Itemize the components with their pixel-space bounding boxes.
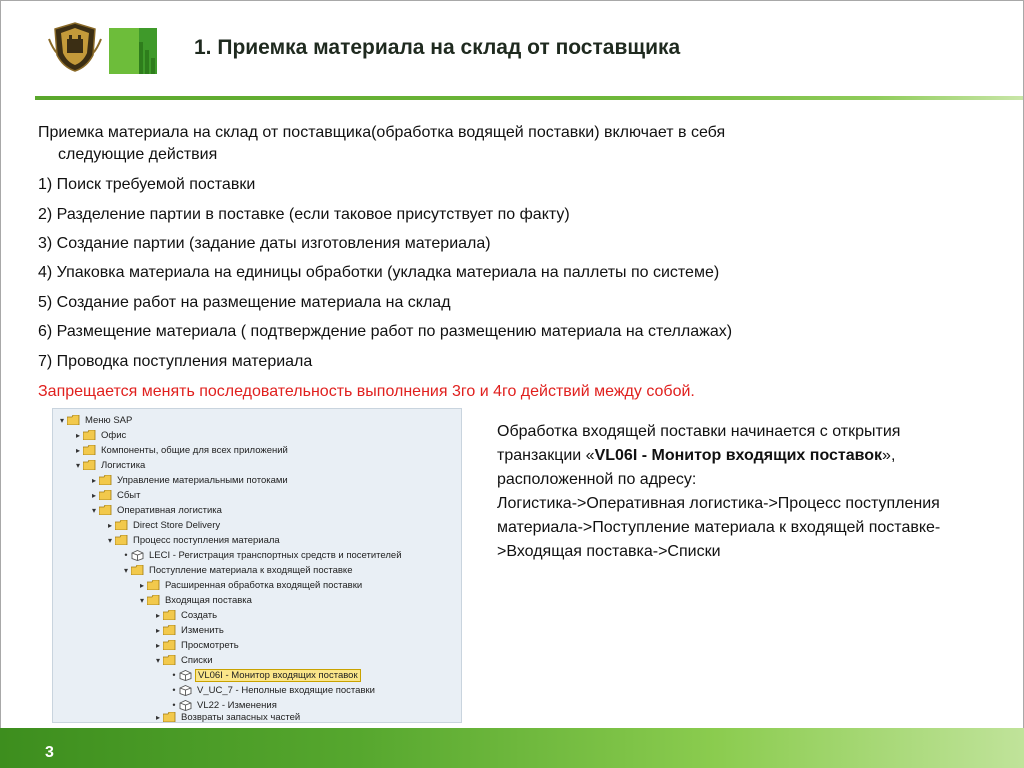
tree-node-label: Управление материальными потоками bbox=[117, 474, 288, 486]
tree-node[interactable] bbox=[105, 518, 222, 532]
transaction-description bbox=[497, 420, 967, 564]
tree-node[interactable] bbox=[153, 653, 215, 667]
warning-text: Запрещается менять последовательность выполнения 3го и 4го действий между собой. bbox=[38, 383, 695, 400]
transaction-icon bbox=[131, 550, 144, 561]
company-logo bbox=[109, 28, 157, 74]
tree-node[interactable] bbox=[121, 548, 404, 562]
tree-node-label: Офис bbox=[101, 429, 127, 441]
slide-title: 1. Приемка материала на склад от поставщика bbox=[194, 36, 681, 59]
tree-node-label: LECI - Регистрация транспортных средств и посетителей bbox=[149, 549, 402, 561]
expand-triangle-icon[interactable]: ▾ bbox=[139, 595, 144, 605]
tree-node-label: Логистика bbox=[101, 459, 146, 471]
folder-open-icon bbox=[131, 565, 144, 575]
page-number: 3 bbox=[45, 744, 54, 761]
tree-node-label: Входящая поставка bbox=[165, 594, 252, 606]
tree-node[interactable] bbox=[153, 608, 219, 622]
folder-open-icon bbox=[99, 505, 112, 515]
tree-node-selected[interactable] bbox=[169, 668, 361, 682]
tree-node[interactable] bbox=[73, 428, 128, 442]
transaction-name: VL06I - Монитор входящих поставок bbox=[594, 447, 883, 464]
step-5: 5) Создание работ на размещение материала на склад bbox=[38, 294, 451, 311]
bullet-icon: • bbox=[172, 700, 176, 710]
expand-triangle-icon[interactable]: ▾ bbox=[91, 505, 96, 515]
menu-path: Логистика->Оперативная логистика->Процесс поступления материала->Поступление материала к входящей поставке->Входящая поставка->Списки bbox=[497, 495, 941, 560]
bullet-icon: • bbox=[172, 685, 176, 695]
tree-node-label: VL22 - Изменения bbox=[197, 699, 277, 711]
folder-icon bbox=[83, 445, 96, 455]
step-3: 3) Создание партии (задание даты изготовления материала) bbox=[38, 235, 491, 252]
tree-node-label: Процесс поступления материала bbox=[133, 534, 280, 546]
folder-icon bbox=[115, 520, 128, 530]
expand-triangle-icon[interactable]: ▾ bbox=[75, 460, 80, 470]
transaction-icon bbox=[179, 685, 192, 696]
folder-icon bbox=[163, 640, 176, 650]
tree-node[interactable] bbox=[169, 683, 377, 697]
tree-node[interactable] bbox=[73, 443, 290, 457]
tree-node[interactable] bbox=[89, 503, 224, 517]
transaction-icon bbox=[179, 670, 192, 681]
step-4: 4) Упаковка материала на единицы обработки (укладка материала на паллеты по системе) bbox=[38, 264, 720, 281]
folder-icon bbox=[163, 712, 176, 722]
tree-node-label: Списки bbox=[181, 654, 213, 666]
tree-node[interactable] bbox=[57, 413, 134, 427]
header-divider bbox=[35, 96, 1023, 100]
tree-node[interactable] bbox=[105, 533, 282, 547]
transaction-icon bbox=[179, 700, 192, 711]
collapse-triangle-icon[interactable]: ▸ bbox=[139, 580, 144, 590]
tree-node[interactable] bbox=[73, 458, 147, 472]
folder-icon bbox=[99, 490, 112, 500]
transaction-intro bbox=[497, 420, 967, 492]
folder-open-icon bbox=[115, 535, 128, 545]
footer-bar bbox=[0, 728, 1024, 768]
folder-open-icon bbox=[163, 655, 176, 665]
sap-menu-tree bbox=[52, 408, 462, 723]
intro-text-pre: Обработка входящей поставки начинается с открытия транзакции « bbox=[497, 423, 901, 464]
expand-triangle-icon[interactable]: ▾ bbox=[59, 415, 64, 425]
expand-triangle-icon[interactable]: ▾ bbox=[155, 655, 160, 665]
tree-node-label: Изменить bbox=[181, 624, 224, 636]
tree-node[interactable] bbox=[137, 578, 364, 592]
tree-node[interactable] bbox=[153, 710, 302, 723]
collapse-triangle-icon[interactable]: ▸ bbox=[155, 640, 160, 650]
collapse-triangle-icon[interactable]: ▸ bbox=[75, 445, 80, 455]
folder-open-icon bbox=[147, 595, 160, 605]
intro-text-post: », расположенной по адресу: bbox=[497, 447, 896, 488]
tree-node-label: Оперативная логистика bbox=[117, 504, 222, 516]
tree-node[interactable] bbox=[89, 473, 290, 487]
tree-node-label: V_UC_7 - Неполные входящие поставки bbox=[197, 684, 375, 696]
bullet-icon: • bbox=[124, 550, 128, 560]
step-6: 6) Размещение материала ( подтверждение работ по размещению материала на стеллажах) bbox=[38, 323, 733, 340]
step-2: 2) Разделение партии в поставке (если таковое присутствует по факту) bbox=[38, 206, 570, 223]
tree-node-label: Компоненты, общие для всех приложений bbox=[101, 444, 288, 456]
tree-node[interactable] bbox=[153, 638, 241, 652]
tree-node[interactable] bbox=[137, 593, 254, 607]
collapse-triangle-icon[interactable]: ▸ bbox=[155, 625, 160, 635]
collapse-triangle-icon[interactable]: ▸ bbox=[107, 520, 112, 530]
tree-node-label: Direct Store Delivery bbox=[133, 519, 221, 531]
tree-node[interactable] bbox=[121, 563, 354, 577]
folder-icon bbox=[147, 580, 160, 590]
tree-node-label: Просмотреть bbox=[181, 639, 239, 651]
tree-node[interactable] bbox=[153, 623, 226, 637]
folder-icon bbox=[163, 625, 176, 635]
crest-logo bbox=[47, 19, 103, 75]
tree-node-label: Сбыт bbox=[117, 489, 141, 501]
collapse-triangle-icon[interactable]: ▸ bbox=[91, 490, 96, 500]
folder-icon bbox=[99, 475, 112, 485]
step-7: 7) Проводка поступления материала bbox=[38, 353, 313, 370]
tree-node-label: Меню SAP bbox=[85, 414, 133, 426]
tree-node-label: Расширенная обработка входящей поставки bbox=[165, 579, 363, 591]
step-1: 1) Поиск требуемой поставки bbox=[38, 176, 256, 193]
tree-node-label: Поступление материала к входящей поставке bbox=[149, 564, 353, 576]
expand-triangle-icon[interactable]: ▾ bbox=[123, 565, 128, 575]
collapse-triangle-icon[interactable]: ▸ bbox=[155, 712, 160, 722]
folder-icon bbox=[83, 430, 96, 440]
tree-node-label: Создать bbox=[181, 609, 218, 621]
tree-node[interactable] bbox=[89, 488, 142, 502]
tree-node-label: Возвраты запасных частей bbox=[181, 711, 301, 723]
collapse-triangle-icon[interactable]: ▸ bbox=[155, 610, 160, 620]
collapse-triangle-icon[interactable]: ▸ bbox=[91, 475, 96, 485]
intro-line-1: Приемка материала на склад от поставщика(обработка водящей поставки) включает в себя bbox=[38, 124, 726, 141]
folder-open-icon bbox=[83, 460, 96, 470]
folder-open-icon bbox=[67, 415, 80, 425]
collapse-triangle-icon[interactable]: ▸ bbox=[75, 430, 80, 440]
folder-icon bbox=[163, 610, 176, 620]
tree-node-label: VL06I - Монитор входящих поставок bbox=[195, 669, 361, 682]
intro-line-2: следующие действия bbox=[58, 146, 218, 163]
bullet-icon: • bbox=[172, 670, 176, 680]
expand-triangle-icon[interactable]: ▾ bbox=[107, 535, 112, 545]
